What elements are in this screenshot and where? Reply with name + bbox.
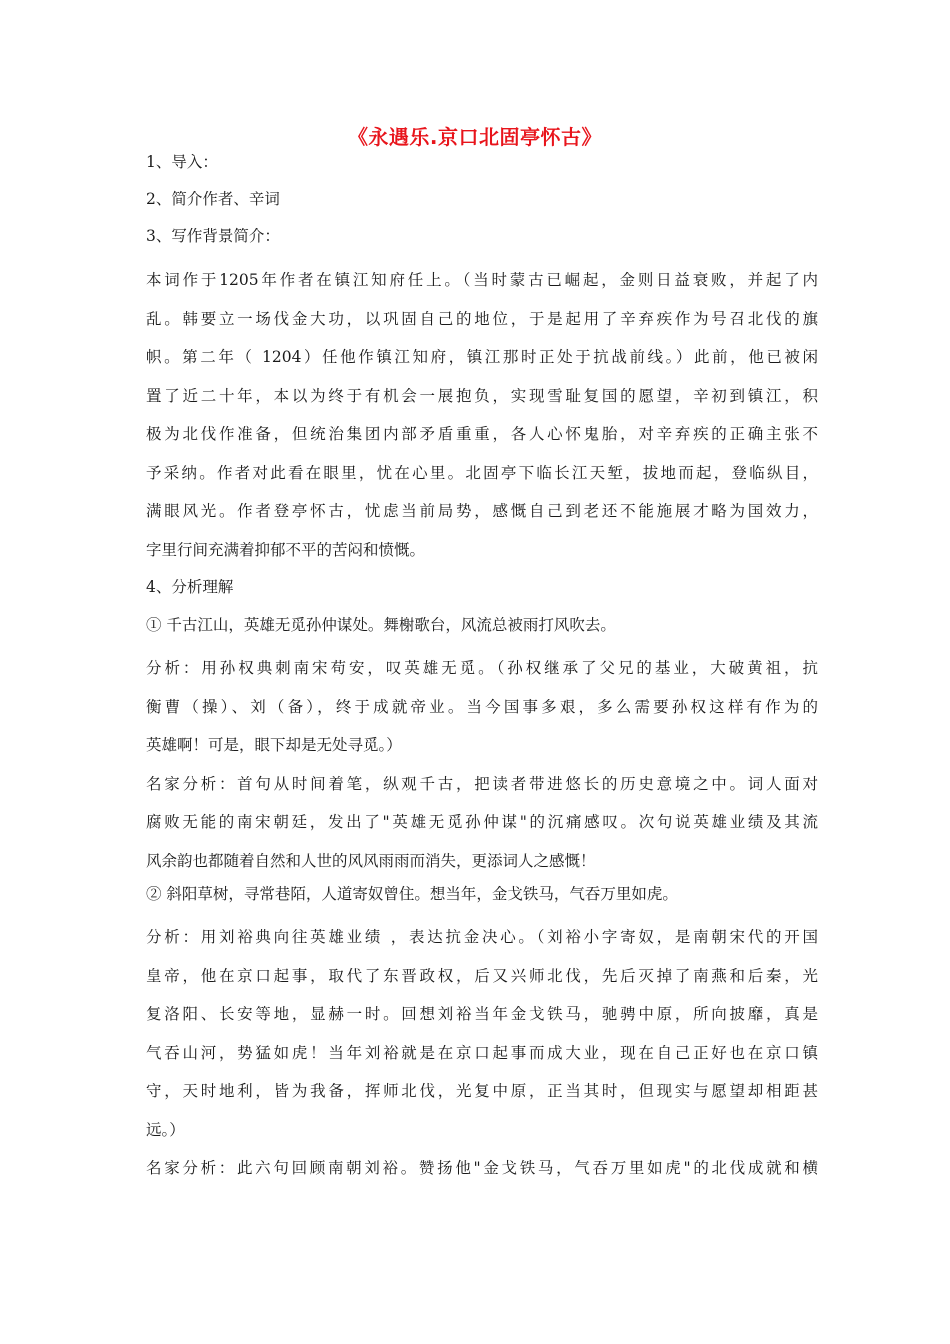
paragraph-line: 分析：用孙权典刺南宋苟安，叹英雄无觅。（孙权继承了父兄的基业，大破黄祖，抗	[146, 659, 818, 677]
background-paragraph	[146, 261, 818, 569]
analysis-two-paragraph	[146, 918, 818, 1149]
paragraph-line: 复洛阳、长安等地，显赫一时。回想刘裕当年金戈铁马，驰骋中原，所向披靡，真是	[146, 1005, 818, 1023]
paragraph-line: 帜。第二年（ 1204）任他作镇江知府，镇江那时正处于抗战前线。）此前，他已被闲	[146, 348, 818, 366]
document-title: 《永遇乐.京口北固亭怀古》	[347, 125, 603, 149]
paragraph-line: 置了近二十年，本以为终于有机会一展抱负，实现雪耻复国的愿望，辛初到镇江，积	[146, 386, 818, 405]
paragraph-line: 名家分析：首句从时间着笔，纵观千古，把读者带进悠长的历史意境之中。词人面对	[146, 774, 818, 793]
paragraph-line: 衡曹（操）、刘（备），终于成就帝业。当今国事多艰，多么需要孙权这样有作为的	[146, 697, 818, 716]
paragraph-line: 风余韵也都随着自然和人世的风风雨雨而消失，更添词人之感慨！	[146, 851, 596, 870]
document-body	[146, 148, 818, 1188]
paragraph-line: 满眼风光。作者登亭怀古，忧虑当前局势，感慨自己到老还不能施展才略为国效力，	[146, 502, 818, 520]
expert-two-paragraph	[146, 1149, 818, 1188]
paragraph-line: 英雄啊！可是，眼下却是无处寻觅。）	[146, 736, 402, 754]
paragraph-line: 予采纳。作者对此看在眼里，忧在心里。北固亭下临长江天堑，拔地而起，登临纵目，	[146, 463, 818, 482]
paragraph-line: 字里行间充满着抑郁不平的苦闷和愤慨。	[146, 540, 426, 559]
paragraph-line: 远。）	[146, 1120, 185, 1139]
paragraph-line: 分析：用刘裕典向往英雄业绩 ，表达抗金决心。（刘裕小字寄奴，是南朝宋代的开国	[146, 928, 818, 946]
paragraph-line: 守，天时地利，皆为我备，挥师北伐，光复中原，正当其时，但现实与愿望却相距甚	[146, 1082, 818, 1100]
paragraph-line: 极为北伐作准备，但统治集团内部矛盾重重，各人心怀鬼胎，对辛弃疾的正确主张不	[146, 425, 818, 443]
expert-one-paragraph	[146, 765, 818, 881]
verse-one: ① 千古江山，英雄无觅孙仲谋处。舞榭歌台，风流总被雨打风吹去。	[146, 616, 616, 634]
heading-background: 3、写作背景简介：	[146, 227, 280, 245]
verse-two: ② 斜阳草树，寻常巷陌，人道寄奴曾住。想当年，金戈铁马，气吞万里如虎。	[146, 885, 678, 903]
paragraph-line: 本词作于1205年作者在镇江知府任上。（当时蒙古已崛起，金则日益衰败，并起了内	[146, 271, 818, 289]
paragraph-line: 气吞山河，势猛如虎！当年刘裕就是在京口起事而成大业，现在自己正好也在京口镇	[146, 1043, 818, 1062]
paragraph-line: 名家分析：此六句回顾南朝刘裕。赞扬他"金戈铁马，气吞万里如虎"的北伐成就和横	[146, 1159, 818, 1177]
paragraph-line: 皇帝，他在京口起事，取代了东晋政权，后又兴师北伐，先后灭掉了南燕和后秦，光	[146, 966, 818, 985]
heading-intro: 1、导入：	[146, 153, 218, 171]
analysis-one-paragraph	[146, 649, 818, 765]
paragraph-line: 乱。韩要立一场伐金大功，以巩固自己的地位，于是起用了辛弃疾作为号召北伐的旗	[146, 309, 818, 328]
paragraph-line: 腐败无能的南宋朝廷，发出了"英雄无觅孙仲谋"的沉痛感叹。次句说英雄业绩及其流	[146, 813, 818, 831]
heading-analysis: 4、分析理解	[146, 578, 234, 596]
heading-author: 2、简介作者、辛词	[146, 190, 280, 208]
